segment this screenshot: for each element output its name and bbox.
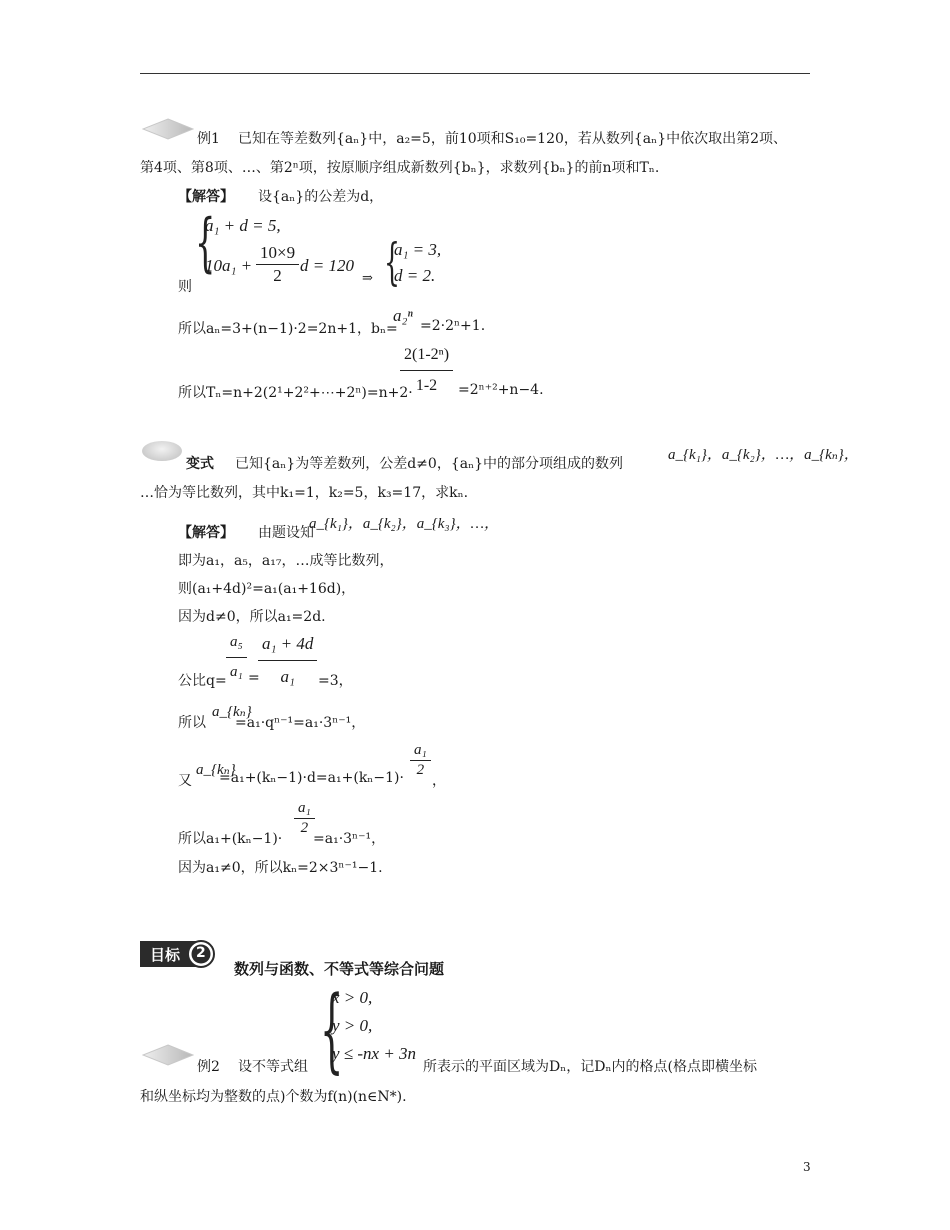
ratio-den-1: a₁ [230, 664, 243, 680]
half-a1-den: 2 [416, 762, 425, 778]
ratio-prefix: 公比q= [178, 673, 227, 689]
sum-denominator: 1-2 [415, 377, 438, 394]
ratio-fraction-1 [226, 634, 247, 681]
example2-text-b: 所表示的平面区域为Dₙ，记Dₙ内的格点(格点即横坐标 [423, 1059, 758, 1075]
header-rule [140, 73, 810, 74]
system-eq-2a: 10a₁ + [205, 256, 253, 275]
variant-line1: 已知{aₙ}为等差数列，公差d≠0，{aₙ}中的部分项组成的数列 [235, 456, 624, 472]
subsequence-symbols: a_{k₁}，a_{k₂}，…，a_{kₙ}， [668, 447, 859, 463]
variant-s7-tail: ， [432, 773, 446, 789]
sum-numerator: 2(1-2ⁿ) [400, 346, 453, 371]
diamond-icon [142, 118, 194, 140]
oval-icon [142, 441, 182, 461]
right-brace: { [384, 233, 400, 291]
ratio-tail: =3， [318, 673, 353, 689]
so-line-1-tail: =2·2ⁿ+1. [420, 318, 486, 334]
so-line-1: 所以aₙ=3+(n−1)·2=2n+1，bₙ= [178, 321, 398, 337]
diamond-icon-2 [142, 1044, 194, 1066]
ratio-equals: = [248, 670, 260, 686]
variant-s8-tail: =a₁·3ⁿ⁻¹， [313, 831, 386, 847]
system-eq-2b: d = 120 [300, 256, 354, 275]
example2-text-a: 设不等式组 [238, 1059, 308, 1075]
solution-tag: 【解答】 [178, 189, 234, 205]
ze-label: 则 [178, 279, 192, 295]
solution-eq-1: a₁ = 3, [394, 240, 442, 259]
inequality-brace: { [320, 976, 344, 1083]
variant-label: 变式 [186, 456, 214, 472]
half-a1-num-2: a₁ [294, 800, 315, 819]
ratio-num-1: a₅ [226, 634, 247, 658]
example2-label: 例2 [197, 1059, 220, 1075]
ratio-fraction-2 [258, 634, 317, 687]
given-symbols: a_{k₁}，a_{k₂}，a_{k₃}，…， [309, 516, 499, 532]
akn-symbol-2: a_{kₙ} [196, 762, 236, 778]
example2-line2: 和纵坐标均为整数的点)个数为f(n)(n∈N*). [140, 1089, 407, 1105]
solution-eq-2: d = 2. [394, 266, 436, 285]
variant-s2: 即为a₁，a₅，a₁₇，…成等比数列， [178, 553, 394, 569]
ratio-num-2: a₁ + 4d [258, 634, 317, 661]
half-a1-fraction [410, 742, 431, 779]
system-eq-1: a₁ + d = 5, [205, 216, 281, 235]
variant-solution-tag: 【解答】 [178, 525, 234, 541]
variant-s9: 因为a₁≠0，所以kₙ=2×3ⁿ⁻¹−1. [178, 860, 383, 876]
variant-s7: 又 [178, 773, 192, 789]
variant-s7-mid: =a₁+(kₙ−1)·d=a₁+(kₙ−1)· [219, 770, 404, 786]
example1-line2: 第4项、第8项、…、第2ⁿ项，按原顺序组成新数列{bₙ}，求数列{bₙ}的前n项和Tₙ. [140, 160, 660, 176]
akn-symbol-1: a_{kₙ} [212, 704, 252, 720]
half-a1-fraction-2 [294, 800, 315, 837]
fraction-numerator: 10×9 [256, 243, 299, 265]
page-number: 3 [803, 1160, 811, 1174]
fraction-10x9 [256, 243, 299, 286]
so-line-2-tail: =2ⁿ⁺²+n−4. [458, 382, 544, 398]
inequality-1: x > 0, [332, 988, 373, 1007]
fraction-denominator: 2 [273, 266, 282, 285]
implies-arrow: ⇒ [362, 270, 373, 285]
goal-badge-number: 2 [196, 945, 206, 961]
sum-fraction [400, 346, 453, 395]
half-a1-den-2: 2 [300, 820, 309, 836]
so-line-2: 所以Tₙ=n+2(2¹+2²+⋯+2ⁿ)=n+2· [178, 385, 413, 401]
example1-label: 例1 [197, 131, 220, 147]
inequality-3: y ≤ -nx + 3n [332, 1044, 417, 1063]
ratio-den-2: a₁ [280, 667, 295, 686]
variant-line2: …恰为等比数列，其中k₁=1，k₂=5，k₃=17，求kₙ. [140, 485, 469, 501]
inequality-2: y > 0, [332, 1016, 373, 1035]
variant-s6-tail: =a₁·qⁿ⁻¹=a₁·3ⁿ⁻¹， [235, 715, 366, 731]
left-brace: { [195, 206, 216, 280]
variant-s6: 所以 [178, 715, 206, 731]
variant-s1: 由题设知 [258, 525, 314, 541]
variant-s8: 所以a₁+(kₙ−1)· [178, 831, 283, 847]
variant-s4: 因为d≠0，所以a₁=2d. [178, 609, 326, 625]
half-a1-num: a₁ [410, 742, 431, 761]
goal-badge-text: 目标 [150, 946, 181, 964]
goal-title: 数列与函数、不等式等综合问题 [234, 960, 445, 978]
b-n-symbol: a₂ⁿ [393, 306, 413, 325]
variant-s3: 则(a₁+4d)²=a₁(a₁+16d)， [178, 581, 356, 597]
solution-intro: 设{aₙ}的公差为d， [258, 189, 384, 205]
example1-line1: 已知在等差数列{aₙ}中，a₂=5，前10项和S₁₀=120，若从数列{aₙ}中依次取出第2项、 [238, 131, 788, 147]
